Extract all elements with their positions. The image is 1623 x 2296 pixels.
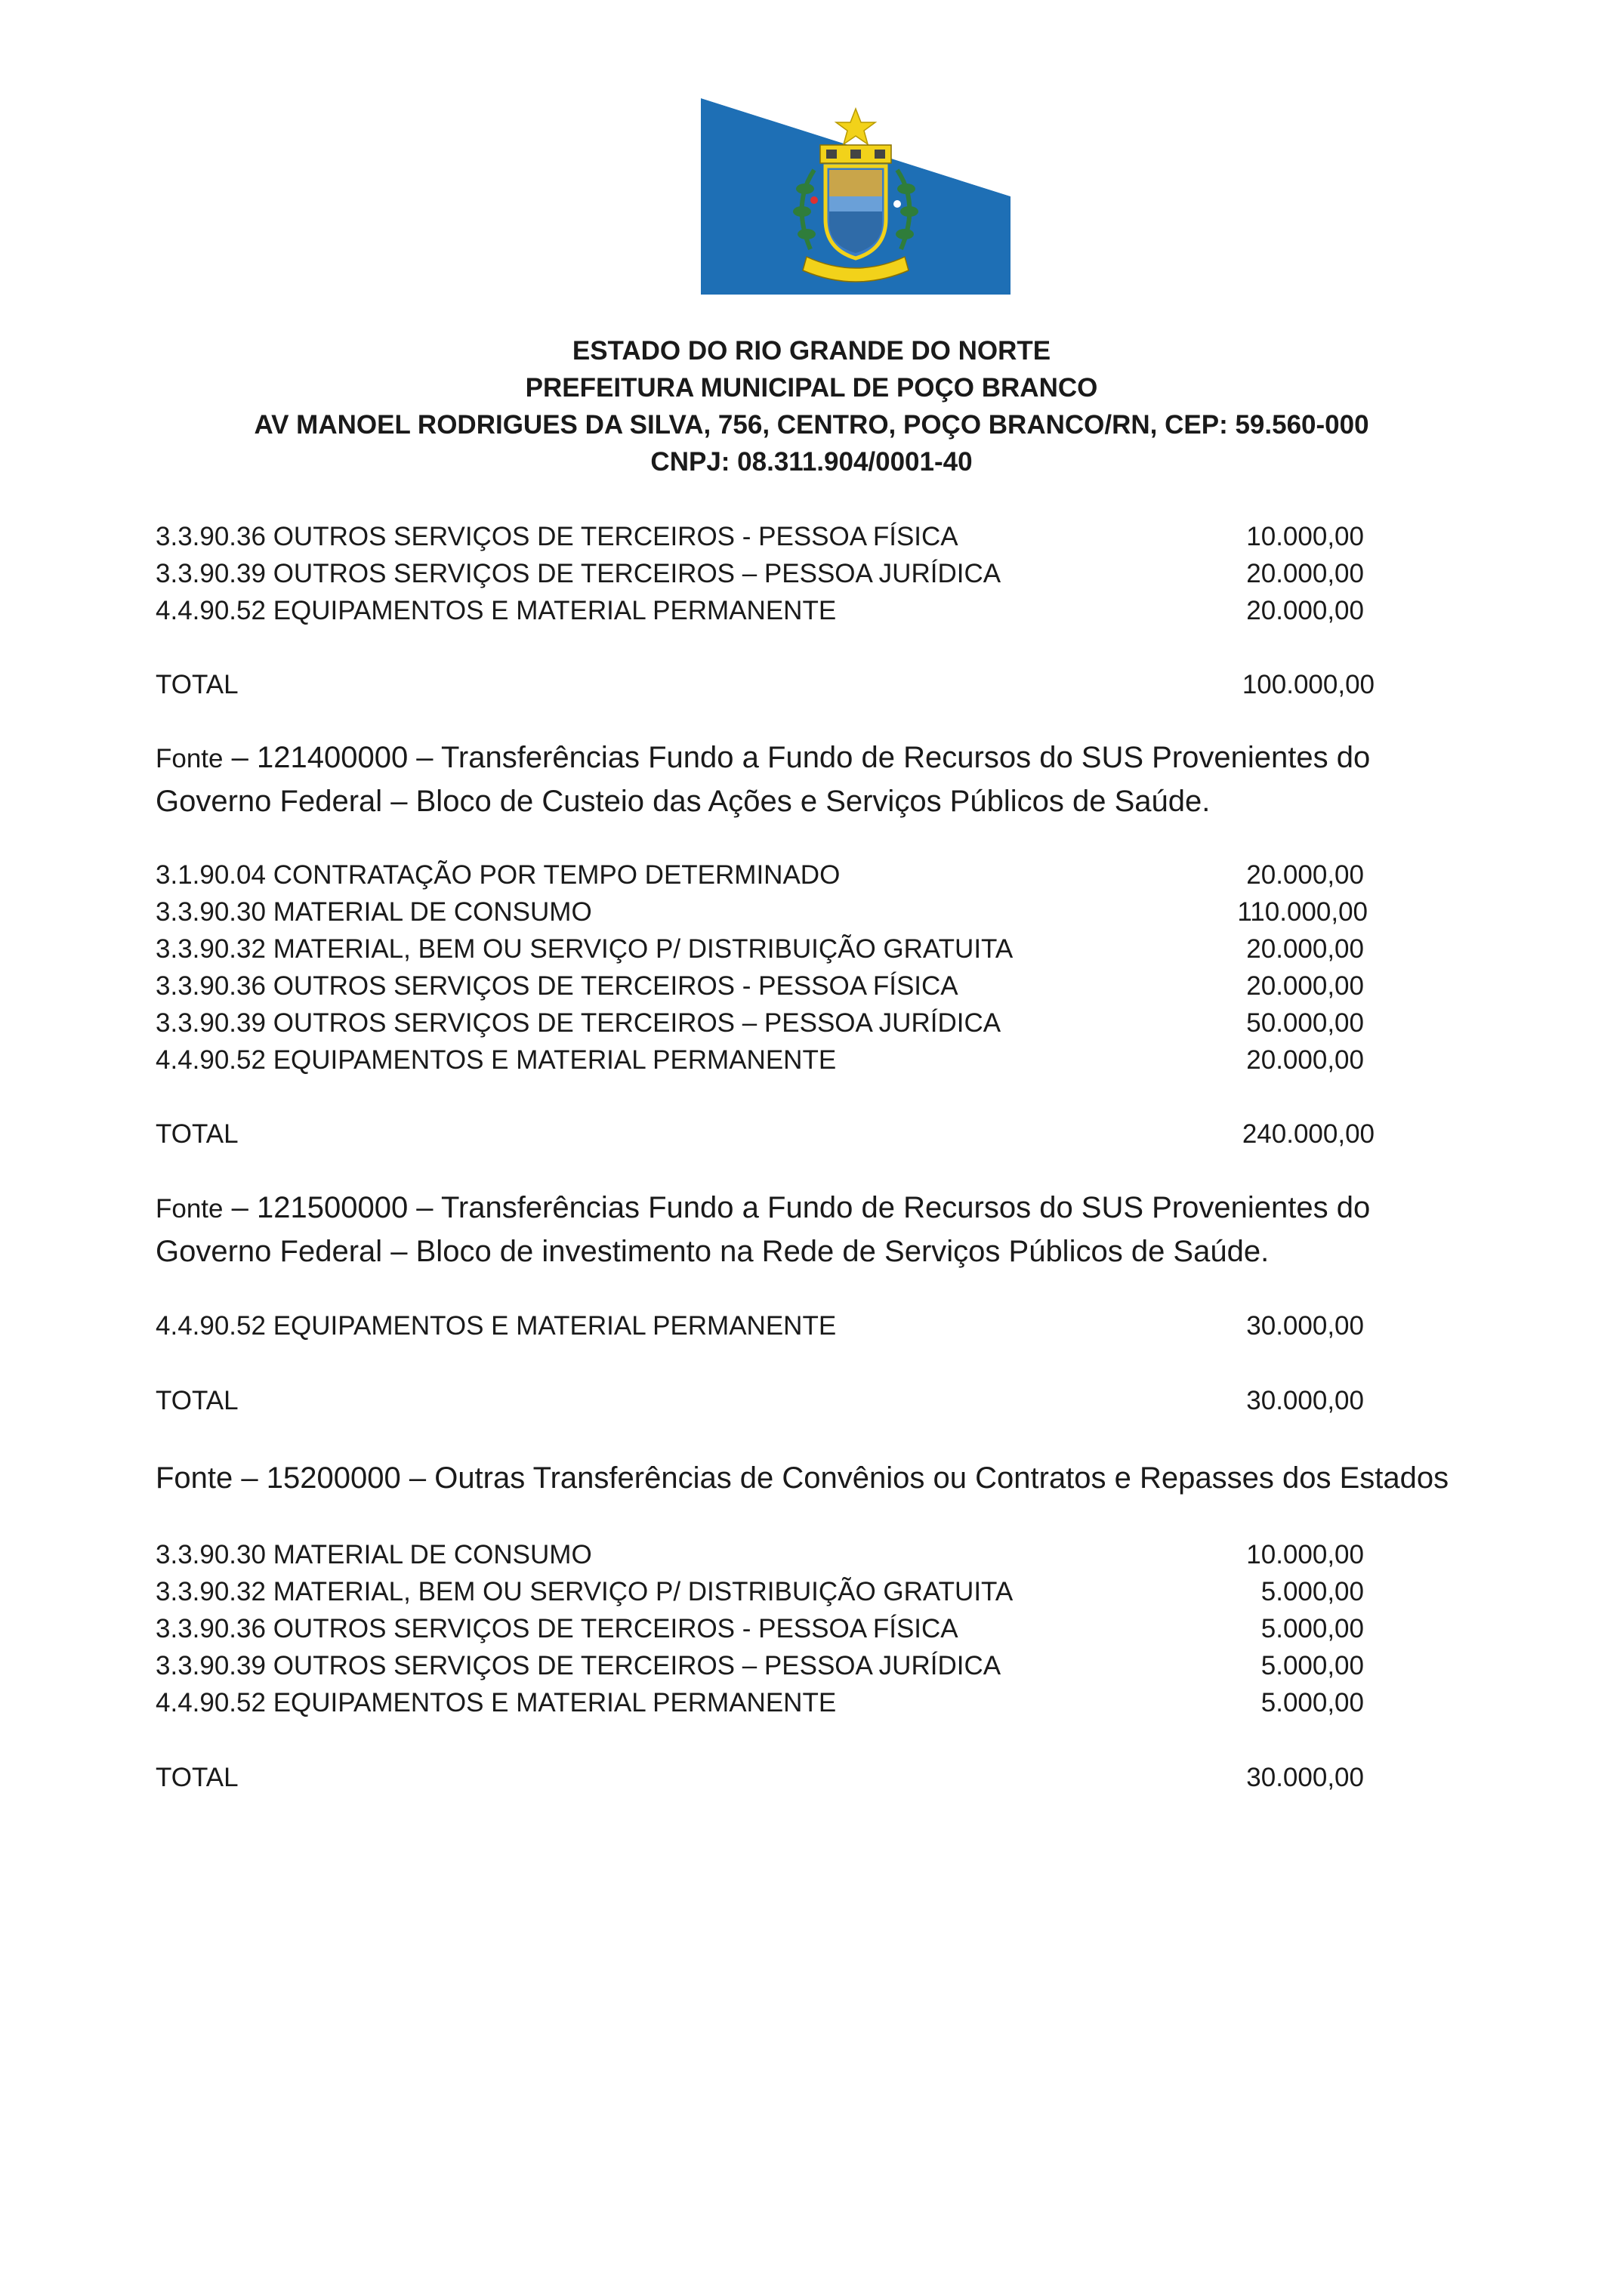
document-header	[0, 332, 1623, 480]
budget-line-label: 3.3.90.39 OUTROS SERVIÇOS DE TERCEIROS – PESSOA JURÍDICA	[156, 1651, 1001, 1680]
budget-line-label: 3.3.90.32 MATERIAL, BEM OU SERVIÇO P/ DISTRIBUIÇÃO GRATUITA	[156, 934, 1014, 964]
budget-line-label: 3.3.90.39 OUTROS SERVIÇOS DE TERCEIROS – PESSOA JURÍDICA	[156, 1008, 1001, 1038]
header-address: AV MANOEL RODRIGUES DA SILVA, 756, CENTRO, POÇO BRANCO/RN, CEP: 59.560-000	[254, 410, 1369, 440]
budget-line-value: 10.000,00	[1246, 1540, 1364, 1569]
total-value: 30.000,00	[1246, 1763, 1364, 1792]
budget-line-value: 50.000,00	[1246, 1008, 1364, 1038]
total-value: 100.000,00	[1242, 670, 1375, 699]
budget-line-label: 3.3.90.32 MATERIAL, BEM OU SERVIÇO P/ DISTRIBUIÇÃO GRATUITA	[156, 1577, 1014, 1606]
total-value: 30.000,00	[1246, 1386, 1364, 1415]
budget-line-label: 3.1.90.04 CONTRATAÇÃO POR TEMPO DETERMINADO	[156, 860, 841, 890]
budget-line-value: 20.000,00	[1246, 934, 1364, 964]
fonte-text: Fonte – 15200000 – Outras Transferências de Convênios ou Contratos e Repasses dos Estados	[156, 1461, 1449, 1495]
header-prefecture: PREFEITURA MUNICIPAL DE POÇO BRANCO	[525, 373, 1098, 403]
fonte-prefix: Fonte	[156, 1194, 224, 1224]
budget-line-value: 20.000,00	[1246, 559, 1364, 588]
budget-line-label: 4.4.90.52 EQUIPAMENTOS E MATERIAL PERMANENTE	[156, 1311, 837, 1341]
budget-line-value: 10.000,00	[1246, 522, 1364, 551]
budget-line-value: 5.000,00	[1260, 1688, 1364, 1717]
total-label: TOTAL	[156, 670, 239, 699]
budget-line-label: 3.3.90.39 OUTROS SERVIÇOS DE TERCEIROS – PESSOA JURÍDICA	[156, 559, 1001, 588]
total-value: 240.000,00	[1242, 1119, 1375, 1149]
budget-line-label: 3.3.90.36 OUTROS SERVIÇOS DE TERCEIROS - PESSOA FÍSICA	[156, 971, 958, 1001]
budget-line-value: 30.000,00	[1246, 1311, 1364, 1341]
budget-line-value: 20.000,00	[1246, 971, 1364, 1001]
total-label: TOTAL	[156, 1763, 239, 1792]
fonte-prefix: Fonte	[156, 744, 224, 773]
header-state: ESTADO DO RIO GRANDE DO NORTE	[572, 336, 1051, 366]
budget-line-value: 20.000,00	[1246, 860, 1364, 890]
budget-line-label: 3.3.90.36 OUTROS SERVIÇOS DE TERCEIROS - PESSOA FÍSICA	[156, 1614, 958, 1643]
fonte-description	[156, 736, 1485, 822]
budget-line-value: 5.000,00	[1260, 1577, 1364, 1606]
budget-line-label: 4.4.90.52 EQUIPAMENTOS E MATERIAL PERMANENTE	[156, 1045, 837, 1075]
fonte-description	[156, 1187, 1485, 1273]
total-label: TOTAL	[156, 1119, 239, 1149]
municipal-flag-emblem	[701, 98, 1011, 295]
budget-line-value: 5.000,00	[1260, 1651, 1364, 1680]
fonte-text: – 121400000 – Transferências Fundo a Fundo de Recursos do SUS Provenientes do Governo Federal – Bloco de Custeio das Ações e Serviços Públicos de Saúde.	[156, 741, 1371, 818]
total-label: TOTAL	[156, 1386, 239, 1415]
fonte-description	[156, 1457, 1485, 1499]
budget-line-label: 3.3.90.30 MATERIAL DE CONSUMO	[156, 897, 592, 927]
budget-line-label: 3.3.90.36 OUTROS SERVIÇOS DE TERCEIROS - PESSOA FÍSICA	[156, 522, 958, 551]
budget-line-label: 4.4.90.52 EQUIPAMENTOS E MATERIAL PERMANENTE	[156, 596, 837, 625]
budget-line-value: 110.000,00	[1237, 897, 1368, 927]
fonte-text: – 121500000 – Transferências Fundo a Fundo de Recursos do SUS Provenientes do Governo Federal – Bloco de investimento na Rede de Serviços Públicos de Saúde.	[156, 1191, 1371, 1268]
header-cnpj: CNPJ: 08.311.904/0001-40	[650, 447, 973, 477]
budget-line-label: 3.3.90.30 MATERIAL DE CONSUMO	[156, 1540, 592, 1569]
budget-line-value: 20.000,00	[1246, 1045, 1364, 1075]
budget-line-value: 20.000,00	[1246, 596, 1364, 625]
budget-line-value: 5.000,00	[1260, 1614, 1364, 1643]
budget-line-label: 4.4.90.52 EQUIPAMENTOS E MATERIAL PERMANENTE	[156, 1688, 837, 1717]
